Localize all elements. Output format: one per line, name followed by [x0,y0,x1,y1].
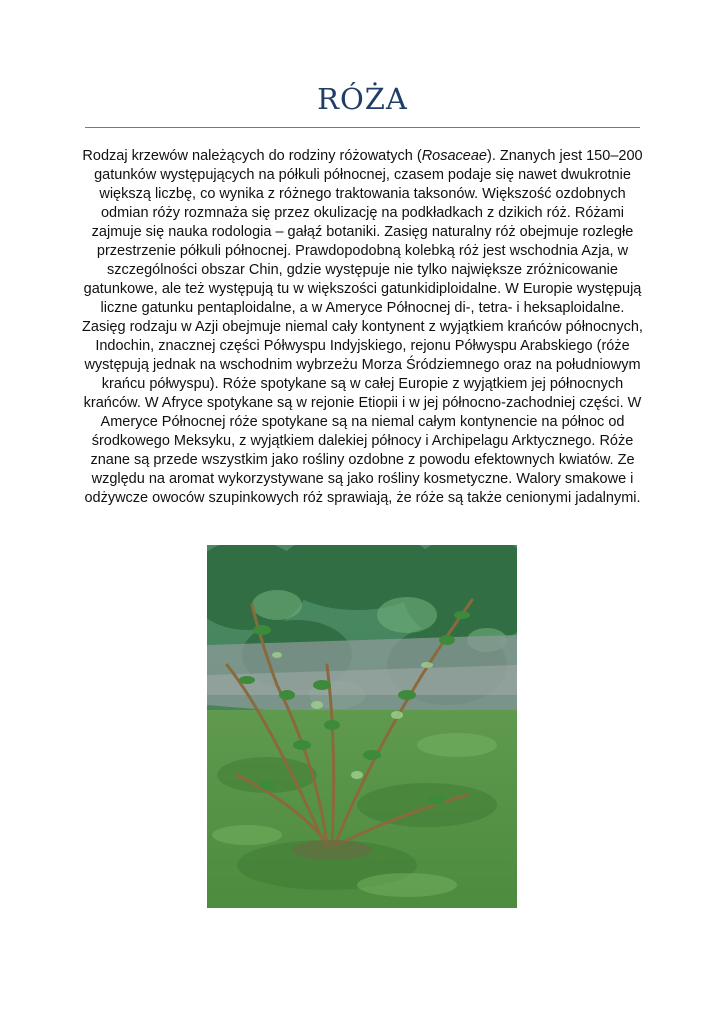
rose-bush-photo [207,545,517,908]
intro-text: Rodzaj krzewów należących do rodziny różowatych ( [82,148,422,164]
body-paragraph [80,147,645,508]
family-latin-name: Rosaceae [421,148,487,164]
rose-bush-illustration [207,545,517,908]
title-underline [85,127,640,128]
page-title: RÓŻA [317,82,408,116]
main-text: ). Znanych jest 150–200 gatunków występujących na półkuli północnej, czasem podaje się nawet dwukrotnie większą liczbę, co wynika z różnego traktowania taksonów. Większość ozdobnych odmian róży rozmnaża się przez okulizację na podkładkach z dzikich róż. Różami zajmuje się nauka rodologia – gałąź botaniki. Zasięg naturalny róż obejmuje rozległe przestrzenie półkuli północnej. Prawdopodobną kolebką róż jest wschodnia Azja, w szczególności obszar Chin, gdzie występuje nie tylko największe zróżnicowanie gatunkowe, ale też występują tu w większości gatunkidiploidalne. W Europie występują liczne gatunku pentaploidalne, a w Ameryce Północnej di-, tetra- i heksaploidalne. Zasięg rodzaju w Azji obejmuje niemal cały kontynent z wyjątkiem krańców północnych, Indochin, znacznej części Półwyspu Indyjskiego, rejonu Półwyspu Arabskiego (róże występują jednak na wschodnim wybrzeżu Morza Śródziemnego oraz na południowym krańcu półwyspu). Róże spotykane są w całej Europie z wyjątkiem jej północnych krańców. W Afryce spotykane są w rejonie Etiopii i w jej północno-zachodniej części. W Ameryce Północnej róże spotykane są na niemal całym kontynencie na północ od środkowego Meksyku, z wyjątkiem dalekiej północy i Archipelagu Arktycznego. Róże znane są przede wszystkim jako rośliny ozdobne z powodu efektownych kwiatów. Ze względu na aromat wykorzystywane są jako rośliny kosmetyczne. Walory smakowe i odżywcze owoców szupinkowych róż sprawiają, że róże są także cenionymi jadalnymi. [82,148,643,506]
